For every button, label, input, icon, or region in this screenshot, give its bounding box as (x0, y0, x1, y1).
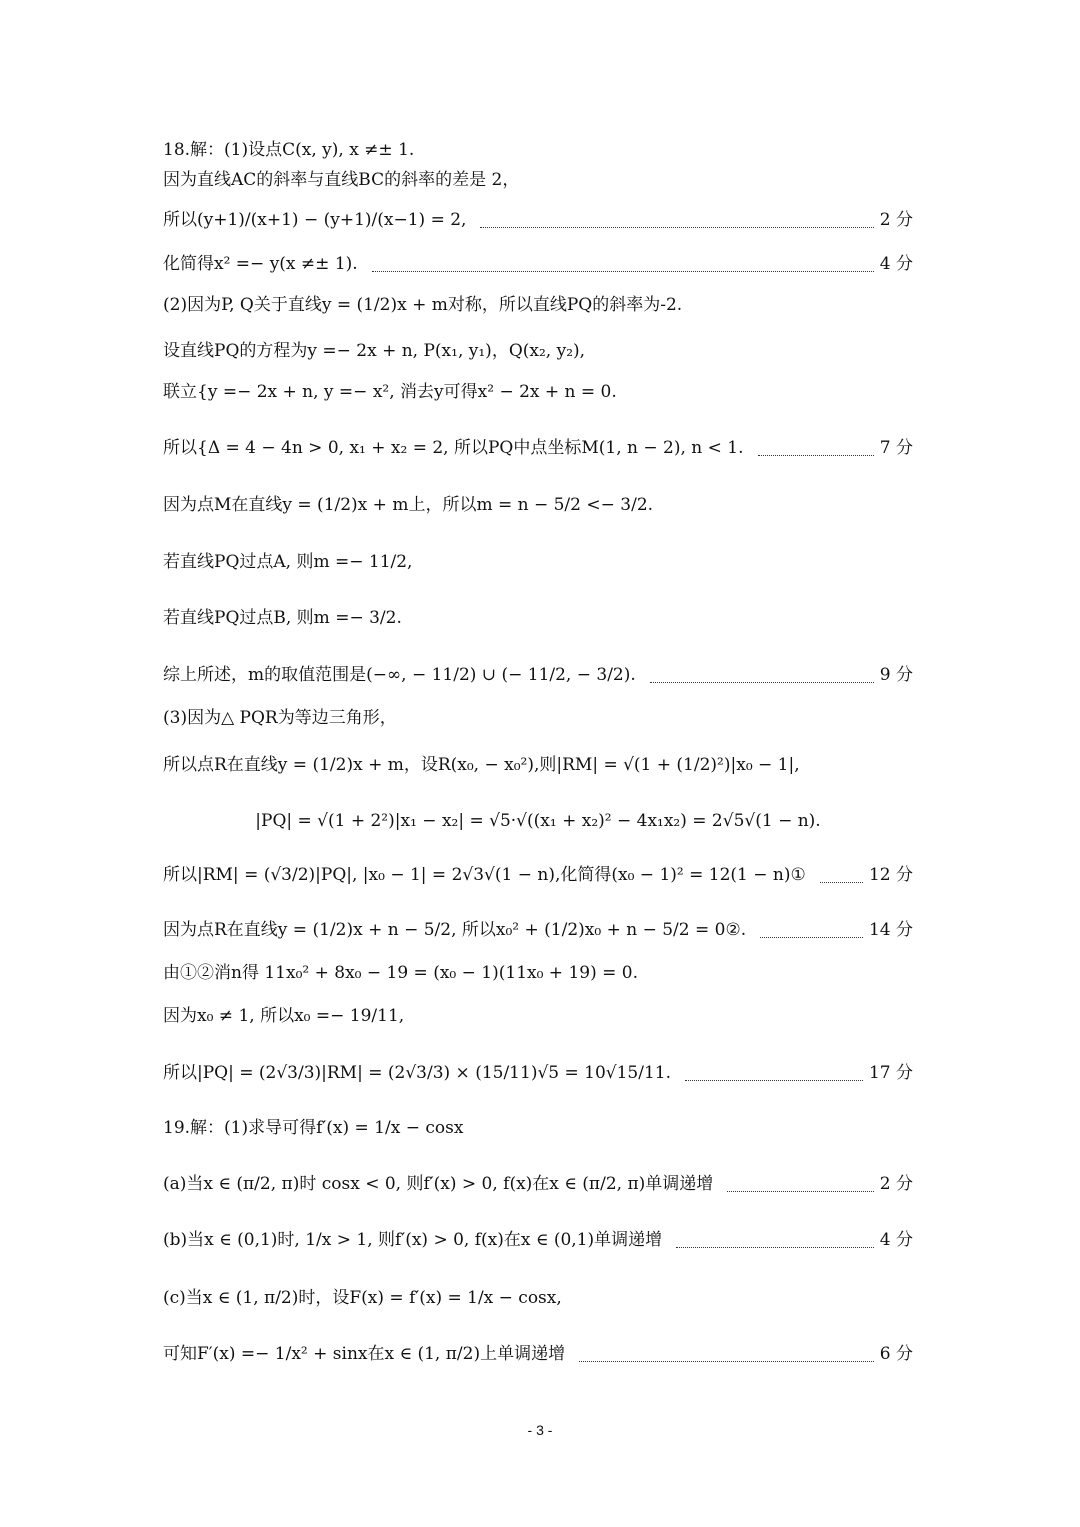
line-text: 19.解：(1)求导可得f′(x) = 1/x − cosx (163, 1118, 464, 1138)
solution-line (163, 168, 913, 192)
line-text: 所以|PQ| = (2√3/3)|RM| = (2√3/3) × (15/11)√5 = 10√15/11. (163, 1063, 672, 1083)
solution-line (163, 1342, 913, 1366)
score-label: 4 分 (879, 254, 913, 274)
score-label: 14 分 (868, 920, 913, 940)
dotted-leader (760, 923, 863, 938)
line-text: 所以{Δ = 4 − 4n > 0, x₁ + x₂ = 2, 所以PQ中点坐标M(1, n − 2), n < 1. (163, 438, 744, 458)
solution-line (163, 863, 913, 887)
line-text: 所以点R在直线y = (1/2)x + m，设R(x₀, − x₀²),则|RM| = √(1 + (1/2)²)|x₀ − 1|, (163, 755, 800, 775)
solution-line (163, 293, 913, 317)
solution-line (163, 1061, 913, 1085)
solution-line (163, 606, 913, 630)
solution-line (163, 380, 913, 404)
line-text: 因为点R在直线y = (1/2)x + n − 5/2, 所以x₀² + (1/2)x₀ + n − 5/2 = 0②. (163, 920, 747, 940)
solution-line (163, 1004, 913, 1028)
solution-line (163, 1228, 913, 1252)
dotted-leader (727, 1177, 874, 1192)
solution-line (163, 550, 913, 574)
line-text: 因为点M在直线y = (1/2)x + m上，所以m = n − 5/2 <− 3/2. (163, 495, 654, 515)
solution-line-centered (163, 809, 913, 833)
dotted-leader (820, 868, 863, 883)
dotted-leader (650, 668, 874, 683)
score-label: 2 分 (879, 1174, 913, 1194)
solution-line (163, 138, 913, 162)
score-label: 12 分 (868, 865, 913, 885)
solution-line (163, 918, 913, 942)
score-label: 6 分 (879, 1344, 913, 1364)
solution-line (163, 706, 913, 730)
score-label: 2 分 (879, 210, 913, 230)
line-text: 综上所述，m的取值范围是(−∞, − 11/2) ∪ (− 11/2, − 3/2). (163, 665, 636, 685)
line-text: 由①②消n得 11x₀² + 8x₀ − 19 = (x₀ − 1)(11x₀ + 19) = 0. (163, 963, 638, 983)
line-text: (b)当x ∈ (0,1)时, 1/x > 1, 则f′(x) > 0, f(x)在x ∈ (0,1)单调递增 (163, 1230, 663, 1250)
page-number: - 3 - (527, 1422, 553, 1438)
line-text: 所以|RM| = (√3/2)|PQ|, |x₀ − 1| = 2√3√(1 − n),化简得(x₀ − 1)² = 12(1 − n)① (163, 865, 806, 885)
solution-line (163, 252, 913, 276)
dotted-leader (480, 213, 873, 228)
line-text: (c)当x ∈ (1, π/2)时，设F(x) = f′(x) = 1/x − cosx, (163, 1288, 562, 1308)
line-text: 因为x₀ ≠ 1, 所以x₀ =− 19/11, (163, 1006, 405, 1026)
solution-line (163, 436, 913, 460)
line-text: 联立{y =− 2x + n, y =− x², 消去y可得x² − 2x + n = 0. (163, 382, 617, 402)
line-text: 因为直线AC的斜率与直线BC的斜率的差是 2， (163, 170, 520, 190)
line-text: 18.解：(1)设点C(x, y), x ≠± 1. (163, 140, 415, 160)
line-text: |PQ| = √(1 + 2²)|x₁ − x₂| = √5·√((x₁ + x₂)² − 4x₁x₂) = 2√5√(1 − n). (255, 811, 821, 831)
score-label: 7 分 (879, 438, 913, 458)
line-text: (2)因为P, Q关于直线y = (1/2)x + m对称，所以直线PQ的斜率为-2. (163, 295, 683, 315)
solution-line (163, 1286, 913, 1310)
solution-line (163, 208, 913, 232)
solution-line (163, 339, 913, 363)
solution-line (163, 1172, 913, 1196)
line-text: 化简得x² =− y(x ≠± 1). (163, 254, 358, 274)
solution-line (163, 663, 913, 687)
solution-line (163, 961, 913, 985)
line-text: 所以(y+1)/(x+1) − (y+1)/(x−1) = 2, (163, 210, 467, 230)
dotted-leader (676, 1233, 874, 1248)
dotted-leader (758, 441, 874, 456)
score-label: 9 分 (879, 665, 913, 685)
solution-line (163, 753, 913, 777)
score-label: 17 分 (868, 1063, 913, 1083)
score-label: 4 分 (879, 1230, 913, 1250)
line-text: 若直线PQ过点B, 则m =− 3/2. (163, 608, 402, 628)
solution-line (163, 1116, 913, 1140)
solution-line (163, 493, 913, 517)
line-text: 若直线PQ过点A, 则m =− 11/2, (163, 552, 413, 572)
line-text: (a)当x ∈ (π/2, π)时 cosx < 0, 则f′(x) > 0, f(x)在x ∈ (π/2, π)单调递增 (163, 1174, 714, 1194)
dotted-leader (685, 1066, 863, 1081)
line-text: 设直线PQ的方程为y =− 2x + n, P(x₁, y₁)，Q(x₂, y₂), (163, 341, 586, 361)
line-text: 可知F′(x) =− 1/x² + sinx在x ∈ (1, π/2)上单调递增 (163, 1344, 566, 1364)
line-text: (3)因为△ PQR为等边三角形， (163, 708, 397, 728)
dotted-leader (579, 1347, 874, 1362)
dotted-leader (372, 257, 874, 272)
